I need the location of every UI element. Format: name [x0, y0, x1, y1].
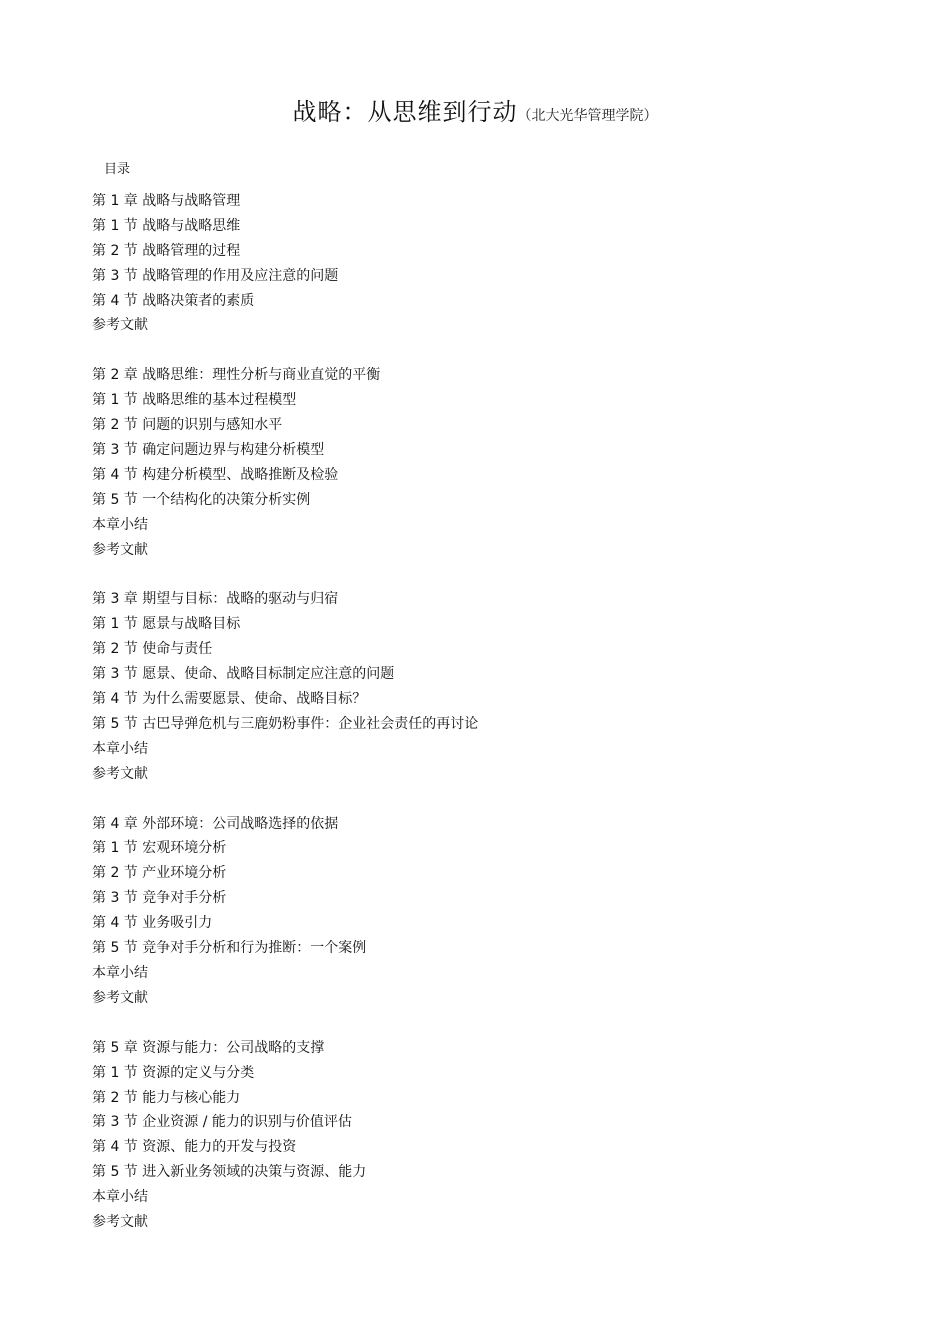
toc-entry: 第 1 节 战略与战略思维 — [92, 217, 241, 234]
toc-entry: 第 2 节 问题的识别与感知水平 — [92, 417, 283, 434]
toc-entry: 第 3 节 企业资源 / 能力的识别与价值评估 — [92, 1114, 352, 1131]
toc-entry: 参考文献 — [92, 989, 148, 1006]
toc-entry: 第 4 节 为什么需要愿景、使命、战略目标？ — [92, 691, 367, 708]
toc-entry: 参考文献 — [92, 317, 148, 334]
toc-heading: 目录 — [104, 162, 131, 177]
toc-entry: 参考文献 — [92, 765, 148, 782]
toc-entry: 第 3 节 愿景、使命、战略目标制定应注意的问题 — [92, 666, 395, 683]
table-of-contents — [92, 189, 852, 1260]
toc-entry: 第 4 节 资源、能力的开发与投资 — [92, 1139, 297, 1156]
chapter-title: 第 2 章 战略思维：理性分析与商业直觉的平衡 — [92, 367, 381, 384]
toc-entry: 参考文献 — [92, 1213, 148, 1230]
toc-entry: 第 4 节 战略决策者的素质 — [92, 292, 255, 309]
toc-entry: 第 5 节 进入新业务领域的决策与资源、能力 — [92, 1164, 367, 1181]
toc-chapter-5 — [92, 1036, 852, 1235]
chapter-title: 第 5 章 资源与能力：公司战略的支撑 — [92, 1039, 325, 1056]
title-subtitle: （北大光华管理学院） — [517, 108, 658, 124]
toc-entry: 第 3 节 确定问题边界与构建分析模型 — [92, 442, 325, 459]
toc-entry: 第 1 节 资源的定义与分类 — [92, 1064, 255, 1081]
toc-entry: 第 5 节 一个结构化的决策分析实例 — [92, 491, 311, 508]
document-title — [0, 92, 950, 127]
toc-entry: 第 2 节 使命与责任 — [92, 641, 213, 658]
toc-entry: 本章小结 — [92, 1189, 148, 1206]
toc-entry: 第 2 节 能力与核心能力 — [92, 1089, 241, 1106]
toc-chapter-3 — [92, 587, 852, 786]
toc-entry: 第 5 节 竞争对手分析和行为推断：一个案例 — [92, 940, 367, 957]
toc-entry: 第 5 节 古巴导弹危机与三鹿奶粉事件：企业社会责任的再讨论 — [92, 715, 479, 732]
toc-entry: 参考文献 — [92, 541, 148, 558]
toc-entry: 第 3 节 竞争对手分析 — [92, 890, 227, 907]
toc-chapter-2 — [92, 363, 852, 562]
toc-entry: 本章小结 — [92, 516, 148, 533]
toc-entry: 本章小结 — [92, 964, 148, 981]
toc-entry: 第 4 节 构建分析模型、战略推断及检验 — [92, 466, 339, 483]
chapter-title: 第 3 章 期望与目标：战略的驱动与归宿 — [92, 591, 339, 608]
toc-entry: 第 1 节 宏观环境分析 — [92, 840, 227, 857]
chapter-title: 第 4 章 外部环境：公司战略选择的依据 — [92, 815, 339, 832]
title-main: 战略：从思维到行动 — [292, 98, 518, 126]
toc-entry: 本章小结 — [92, 740, 148, 757]
toc-chapter-4 — [92, 812, 852, 1011]
toc-entry: 第 4 节 业务吸引力 — [92, 915, 213, 932]
toc-entry: 第 2 节 战略管理的过程 — [92, 242, 241, 259]
toc-chapter-1 — [92, 189, 852, 338]
chapter-title: 第 1 章 战略与战略管理 — [92, 193, 241, 209]
toc-entry: 第 1 节 愿景与战略目标 — [92, 616, 241, 633]
toc-entry: 第 3 节 战略管理的作用及应注意的问题 — [92, 267, 339, 284]
toc-entry: 第 2 节 产业环境分析 — [92, 865, 227, 882]
toc-entry: 第 1 节 战略思维的基本过程模型 — [92, 392, 297, 409]
